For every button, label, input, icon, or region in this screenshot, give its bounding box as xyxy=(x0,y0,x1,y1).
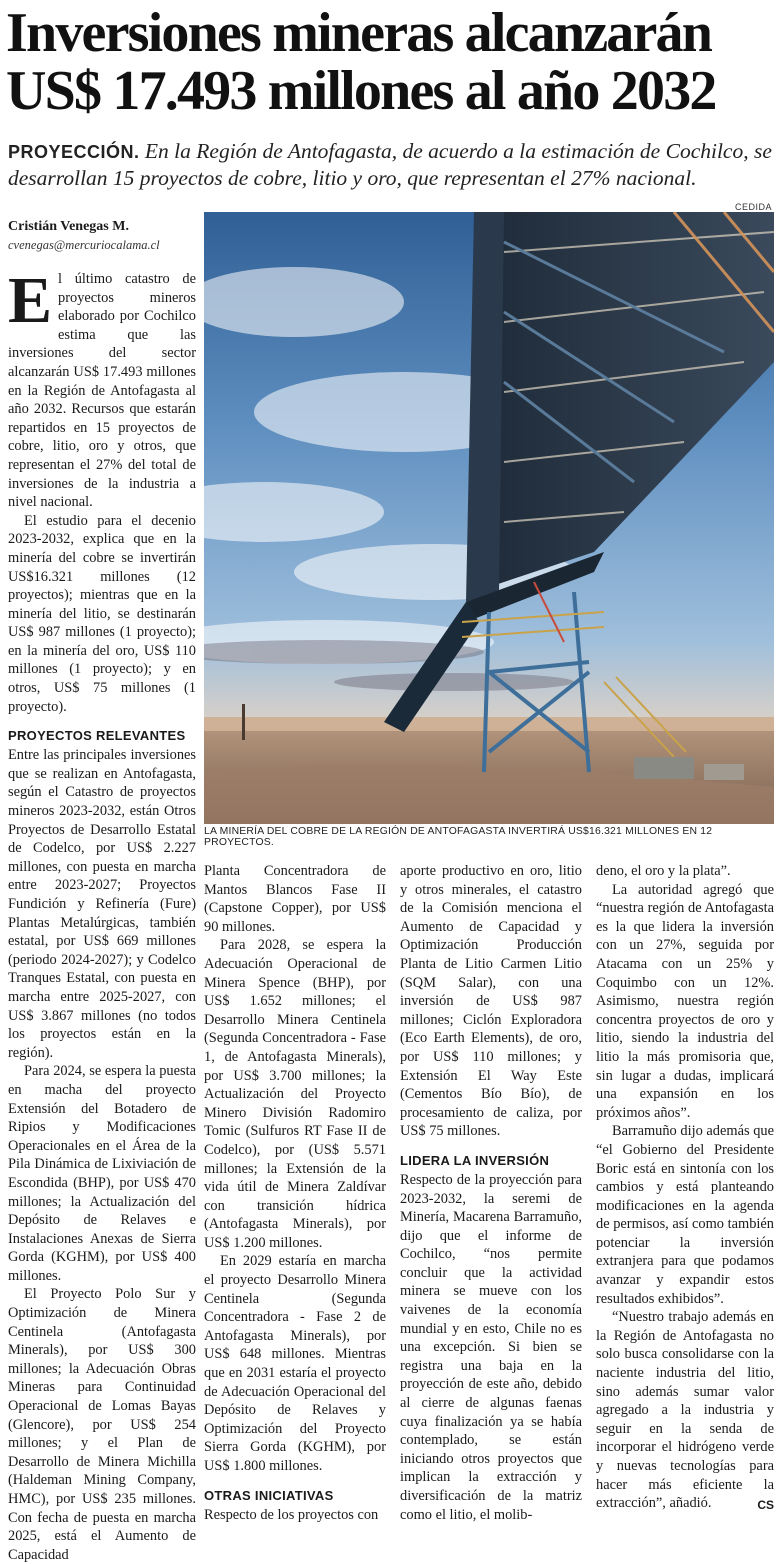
column-4 xyxy=(596,862,774,1515)
column-1 xyxy=(8,264,196,1564)
col2-paragraph-1: Planta Concentradora de Mantos Blancos Fase II (Capstone Copper), por US$ 90 millones. xyxy=(204,863,386,935)
column-3 xyxy=(400,862,582,1524)
col1-paragraph-5: El Proyecto Polo Sur y Optimización de Minera Centinela (Antofagasta Minerals), por US$ 300 millones; la Adecuación Obras Mineras para Continuidad Operacional de Lomas Bayas (Glencore), por US$ 254 millones; y el Plan de Desarrollo de Minera Michilla (Haldeman Mining Company, HMC), por US$ 235 millones. Con fecha de puesta en marcha 2025, está el Aumento de Capacidad xyxy=(8,1286,196,1563)
byline xyxy=(8,218,198,254)
col1-paragraph-2: El estudio para el decenio 2023-2032, explica que en la minería del cobre se invertirán US$16.321 millones (12 proyectos); mientras que en la minería del litio, se destinarán US$ 987 millones (1 proyecto); en la minería del oro, US$ 110 millones (1 proyecto); y en otros, US$ 75 millones (1 proyecto). xyxy=(8,512,196,715)
col4-paragraph-1: deno, el oro y la plata”. xyxy=(596,863,731,879)
col1-paragraph-4: Para 2024, se espera la puesta en macha del proyecto Extensión del Botadero de Ripios y Modificaciones Operacionales en el Área de la Pila Dinámica de Lixiviación de Escondida (BHP), por US$ 470 millones; la Actualización del Depósito de Relaves e Instalaciones Anexas de Sierra Gorda (KGHM), por US$ 400 millones. xyxy=(8,1063,196,1284)
col3-paragraph-1: aporte productivo en oro, litio y otros minerales, el catastro de la Comisión menciona el Aumento de Capacidad y Optimización Producción Planta de Litio Carmen Litio (SQM Salar), con una inversión de US$ 987 millones; Ciclón Exploradora (Eco Earth Elements), de oro, por US$ 110 millones; y Extensión El Way Este (Cementos Bío Bío), de procesamiento de caliza, por US$ 75 millones. xyxy=(400,863,582,1140)
col4-paragraph-4: “Nuestro trabajo además en la Región de Antofagasta no solo busca consolidarse con la naciente industria del litio, sino además sumar valor agregado a la industria y seguir en la senda de incorporar el hidrógeno verde y nuevas tecnologías para hacer más eficiente la extracción”, añadió. CS xyxy=(596,1308,774,1513)
author-email[interactable]: cvenegas@mercuriocalama.cl xyxy=(8,238,160,252)
headline: Inversiones mineras alcanzarán US$ 17.493 millones al año 2032 xyxy=(6,2,716,122)
deck-text: En la Región de Antofagasta, de acuerdo a la estimación de Cochilco, se desarrollan 15 proyectos de cobre, litio y oro, que representan el 27% nacional. xyxy=(8,139,772,190)
col4-paragraph-3: Barramuño dijo además que “el Gobierno del Presidente Boric está en sintonía con los cambios y está planteando modificaciones en la agenda de permisos, así como también potenciar la inversión extranjera para que podamos avanzar y expandir estos resultados exhibidos”. xyxy=(596,1123,774,1307)
conveyor-belt-photo xyxy=(204,212,774,824)
col2-paragraph-4: Respecto de los proyectos con xyxy=(204,1506,379,1523)
end-mark-icon: CS xyxy=(757,1498,774,1513)
drop-cap: E xyxy=(8,264,53,337)
col2-paragraph-3: En 2029 estaría en marcha el proyecto Desarrollo Minera Centinela (Segunda Concentradora - Fase 2 de Antofagasta Minerals), por US$ 648 millones. Mientras que en 2031 estaría el proyecto de Adecuación Operacional del Depósito de Relaves y Optimización del Proyecto Sierra Gorda (KGHM), por US$ 1.800 millones. xyxy=(204,1253,386,1474)
col1-paragraph-1: El último catastro de proyectos mineros elaborado por Cochilco estima que las inversiones del sector alcanzarán US$ 17.493 millones en la Región de Antofagasta al año 2032. Recursos que estarán repartidos en 15 proyectos de cobre, litio, oro y otros, que representan el 27% del total de inversiones de la industria a nivel nacional. xyxy=(8,264,196,511)
author-name: Cristián Venegas M. xyxy=(8,219,129,234)
col4-paragraph-2: La autoridad agregó que “nuestra región de Antofagasta es la que lidera la inversión con un 27%, seguida por Atacama con un 25% y Coquimbo con un 12%. Asimismo, nuestra región concentra proyectos de oro y litio, siendo la industria del litio la más promisoria que, sin lugar a dudas, implicará una expansión en los próximos años”. xyxy=(596,881,774,1121)
col1-paragraph-3: Entre las principales inversiones que se realizan en Antofagasta, según el Catastro de proyectos mineros 2023-2032, están Otros Proyectos de Desarrollo Estatal de Codelco, por US$ 2.227 millones, con puesta en marcha entre 2023-2027; Proyectos Fundición y Refinería (Fure) Plantas Metalúrgicas, también estatal, por US$ 669 millones (periodo 2024-2027); y Codelco Tranques Estatal, con puesta en marcha entre 2025-2027, con US$ 3.867 millones (no todos los proyectos están en la región). xyxy=(8,747,196,1061)
col2-paragraph-2: Para 2028, se espera la Adecuación Operacional de Minera Spence (BHP), por US$ 1.652 millones; el Desarrollo Minera Centinela (Segunda Concentradora - Fase 1, de Antofagasta Minerals), por US$ 3.700 millones; la Actualización del Proyecto Minero División Radomiro Tomic (Sulfuros RT Fase II de Codelco), por (US$ 5.571 millones; la Extensión de la vida útil de Minera Zaldívar con transición hídrica (Antofagasta Minerals), por US$ 1.200 millones. xyxy=(204,937,386,1251)
subhead-proyectos-relevantes: PROYECTOS RELEVANTES xyxy=(8,728,186,744)
deck-kicker: PROYECCIÓN. xyxy=(8,142,140,162)
column-2 xyxy=(204,862,386,1524)
photo-caption: LA MINERÍA DEL COBRE DE LA REGIÓN DE ANTOFAGASTA INVERTIRÁ US$16.321 MILLONES EN 12 PROYECTOS. xyxy=(204,826,713,848)
photo-credit: CEDIDA xyxy=(734,202,772,212)
subhead-lidera-la-inversion: LIDERA LA INVERSIÓN xyxy=(400,1152,550,1168)
article-photo xyxy=(204,212,774,824)
col3-paragraph-2: Respecto de la proyección para 2023-2032, la seremi de Minería, Macarena Barramuño, dijo que el informe de Cochilco, “nos permite concluir que la actividad minera se mueve con los vaivenes de la economía mundial y en esto, Chile no es una excepción. Si bien se registra una baja en la proyección de este año, debido al cierre de algunas faenas cuya finalización ya se había contemplado, se están iniciando otros proyectos que implican la extracción y diversificación de la matriz como el litio, el molib- xyxy=(400,1171,582,1523)
subhead-otras-iniciativas: OTRAS INICIATIVAS xyxy=(204,1487,334,1503)
deck xyxy=(8,138,773,191)
